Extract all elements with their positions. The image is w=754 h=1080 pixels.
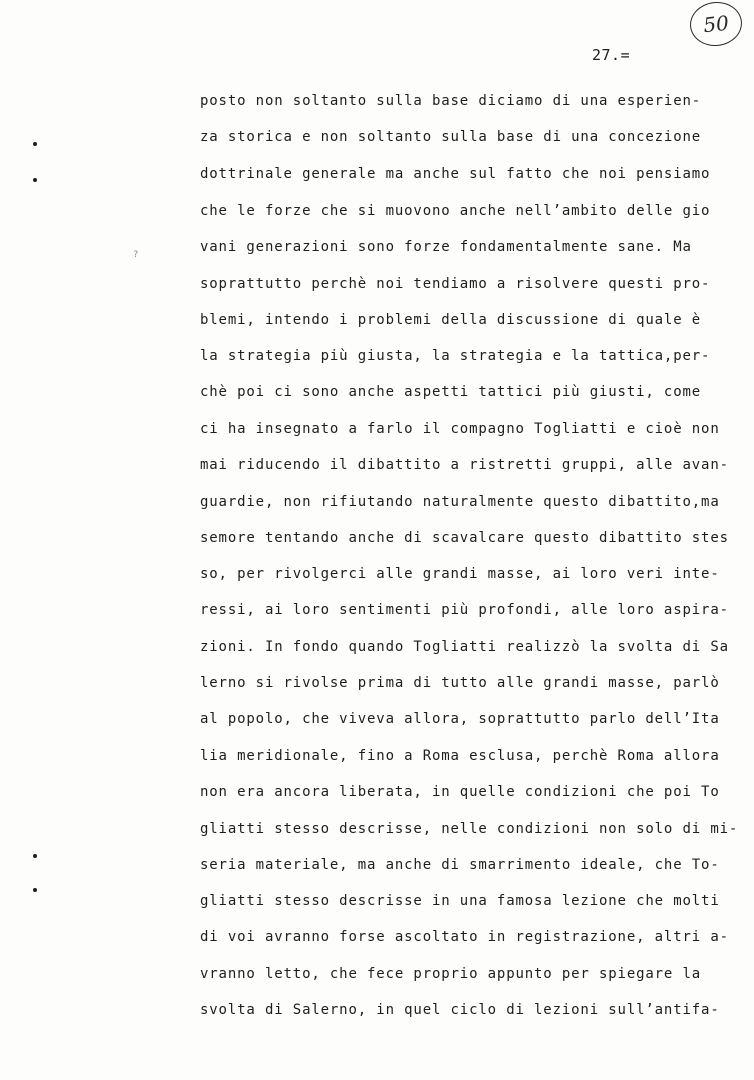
page-stamp: [688, 0, 744, 49]
text-line: blemi, intendo i problemi della discussione di quale è: [200, 312, 702, 328]
text-line: posto non soltanto sulla base diciamo di una esperien-: [200, 93, 702, 109]
text-line: al popolo, che viveva allora, soprattutto parlo dell’Ita: [200, 711, 720, 727]
text-line: lia meridionale, fino a Roma esclusa, perchè Roma allora: [200, 748, 720, 764]
text-line: guardie, non rifiutando naturalmente questo dibattito,ma: [200, 494, 720, 510]
text-line: mai riducendo il dibattito a ristretti gruppi, alle avan-: [200, 457, 729, 473]
text-line: so, per rivolgerci alle grandi masse, ai loro veri inte-: [200, 566, 720, 582]
text-line: gliatti stesso descrisse, nelle condizioni non solo di mi-: [200, 821, 739, 837]
text-line: svolta di Salerno, in quel ciclo di lezioni sull’antifa-: [200, 1002, 720, 1018]
margin-pencil-mark: ?: [133, 250, 139, 260]
text-line: non era ancora liberata, in quelle condizioni che poi To: [200, 784, 720, 800]
text-line: seria materiale, ma anche di smarrimento ideale, che To-: [200, 857, 720, 873]
text-line: lerno si rivolse prima di tutto alle grandi masse, parlò: [200, 675, 720, 691]
text-line: ressi, ai loro sentimenti più profondi, alle loro aspira-: [200, 602, 729, 618]
text-line: la strategia più giusta, la strategia e la tattica,per-: [200, 348, 711, 364]
text-line: dottrinale generale ma anche sul fatto che noi pensiamo: [200, 166, 711, 182]
text-line: vani generazioni sono forze fondamentalmente sane. Ma: [200, 239, 692, 255]
text-line: za storica e non soltanto sulla base di una concezione: [200, 129, 702, 145]
stamp-number: 50: [702, 10, 730, 38]
margin-hole-mark: [33, 142, 37, 146]
text-line: zioni. In fondo quando Togliatti realizzò la svolta di Sa: [200, 639, 729, 655]
page-number: 27.=: [592, 46, 631, 64]
text-line: vranno letto, che fece proprio appunto per spiegare la: [200, 966, 702, 982]
margin-hole-mark: [33, 178, 37, 182]
text-line: semore tentando anche di scavalcare questo dibattito stes: [200, 530, 729, 546]
text-line: gliatti stesso descrisse in una famosa lezione che molti: [200, 893, 720, 909]
text-line: di voi avranno forse ascoltato in registrazione, altri a-: [200, 929, 729, 945]
text-line: ci ha insegnato a farlo il compagno Togliatti e cioè non: [200, 421, 720, 437]
margin-hole-mark: [33, 888, 37, 892]
text-line: che le forze che si muovono anche nell’ambito delle gio: [200, 203, 711, 219]
text-line: soprattutto perchè noi tendiamo a risolvere questi pro-: [200, 276, 711, 292]
margin-hole-mark: [33, 854, 37, 858]
text-line: chè poi ci sono anche aspetti tattici più giusti, come: [200, 384, 702, 400]
